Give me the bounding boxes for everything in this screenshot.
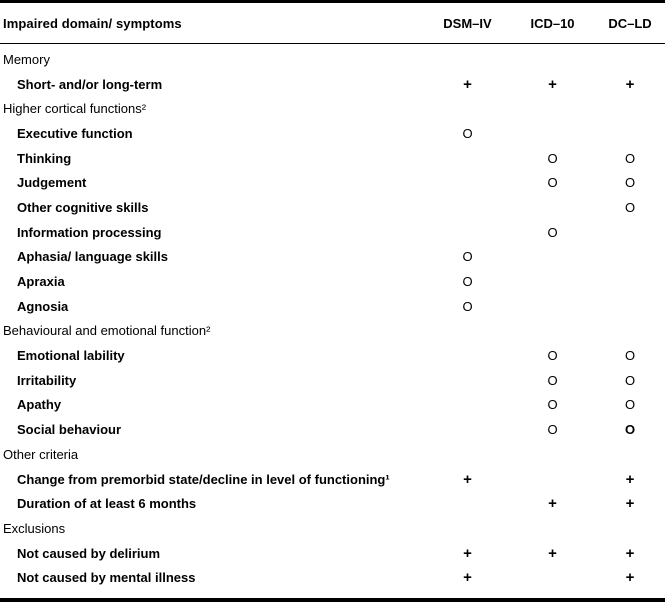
table-row <box>0 146 665 171</box>
table-row <box>0 121 665 146</box>
table-row <box>0 442 665 467</box>
row-label: Executive function <box>17 125 133 141</box>
row-label: Duration of at least 6 months <box>17 496 197 512</box>
row-label: Agnosia <box>17 298 69 314</box>
row-label: Apathy <box>17 397 62 413</box>
table-row <box>0 417 665 442</box>
row-label: Higher cortical functions² <box>3 101 147 117</box>
cell-icd-10: + <box>548 75 557 93</box>
row-label: Irritability <box>17 372 77 388</box>
table-body <box>0 44 665 598</box>
cell-icd-10: O <box>547 397 558 413</box>
table-row <box>0 541 665 566</box>
table-row <box>0 170 665 195</box>
cell-icd-10: O <box>547 175 558 191</box>
table-row <box>0 319 665 344</box>
cell-dc-ld: O <box>624 372 636 388</box>
cell-icd-10: O <box>547 372 558 388</box>
table-row <box>0 491 665 516</box>
table-row <box>0 368 665 393</box>
table-row <box>0 72 665 97</box>
cell-dsm-iv: O <box>462 274 473 290</box>
row-label: Aphasia/ language skills <box>17 249 168 265</box>
cell-dc-ld: + <box>625 75 635 93</box>
header-dsm-iv: DSM–IV <box>443 15 492 31</box>
header-icd-10: ICD–10 <box>530 15 575 31</box>
cell-dsm-iv: + <box>463 569 472 587</box>
row-label: Social behaviour <box>17 422 122 438</box>
row-label: Other cognitive skills <box>17 199 149 215</box>
row-label: Memory <box>3 51 50 67</box>
cell-dc-ld: O <box>624 150 636 166</box>
cell-icd-10: O <box>547 150 558 166</box>
row-label: Apraxia <box>17 274 65 290</box>
table-row <box>0 269 665 294</box>
cell-dc-ld: O <box>624 199 636 215</box>
cell-dc-ld: O <box>624 348 636 364</box>
row-label: Judgement <box>17 175 87 191</box>
cell-icd-10: O <box>547 348 558 364</box>
cell-dsm-iv: O <box>462 298 473 314</box>
cell-icd-10: O <box>547 224 558 240</box>
cell-dc-ld: + <box>625 495 635 513</box>
table-row <box>0 565 665 590</box>
row-label: Not caused by delirium <box>17 545 161 561</box>
cell-dc-ld: O <box>624 422 636 438</box>
header-impaired-domain: Impaired domain/ symptoms <box>3 15 182 31</box>
row-label: Exclusions <box>3 520 66 536</box>
row-label: Other criteria <box>3 446 79 462</box>
row-label: Emotional lability <box>17 348 125 364</box>
table-row <box>0 467 665 492</box>
table-row <box>0 343 665 368</box>
row-label: Behavioural and emotional function² <box>3 323 211 339</box>
table-row <box>0 195 665 220</box>
table-row <box>0 393 665 418</box>
cell-dsm-iv: + <box>463 544 472 562</box>
table-header-row <box>0 3 665 44</box>
row-label: Thinking <box>17 150 72 166</box>
cell-icd-10: O <box>547 422 558 438</box>
row-label: Information processing <box>17 224 162 240</box>
cell-dsm-iv: O <box>462 249 473 265</box>
table-row <box>0 516 665 541</box>
header-dc-ld: DC–LD <box>608 15 652 31</box>
cell-dsm-iv: + <box>463 470 472 488</box>
table-row <box>0 220 665 245</box>
cell-icd-10: + <box>548 544 557 562</box>
cell-dsm-iv: + <box>463 75 472 93</box>
cell-icd-10: + <box>548 495 557 513</box>
cell-dc-ld: + <box>625 544 635 562</box>
cell-dc-ld: + <box>625 569 635 587</box>
table-row <box>0 96 665 121</box>
table-row <box>0 47 665 72</box>
row-label: Not caused by mental illness <box>17 570 196 586</box>
cell-dc-ld: + <box>625 470 635 488</box>
row-label: Short- and/or long-term <box>17 76 163 92</box>
table-row <box>0 294 665 319</box>
cell-dc-ld: O <box>624 397 636 413</box>
row-label: Change from premorbid state/decline in level of functioning¹ <box>17 471 390 487</box>
cell-dsm-iv: O <box>462 125 473 141</box>
cell-dc-ld: O <box>624 175 636 191</box>
table-row <box>0 245 665 270</box>
